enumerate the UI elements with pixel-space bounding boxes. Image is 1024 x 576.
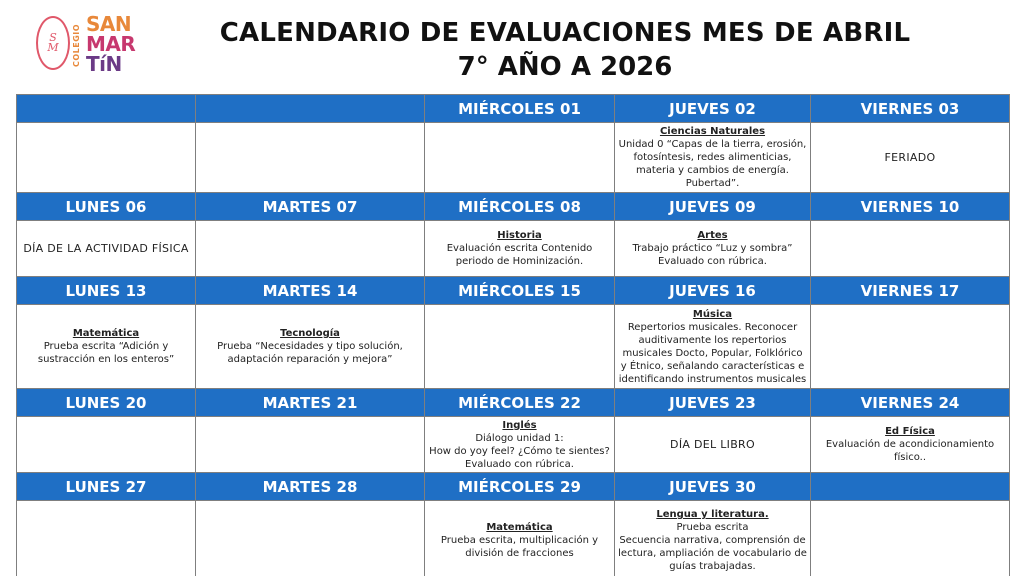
week-content-row [17,417,1010,473]
day-header: MIÉRCOLES 29 [425,473,615,501]
week-content-row [17,305,1010,389]
day-cell [615,123,811,193]
day-cell [425,221,615,277]
day-header: VIERNES 10 [811,193,1010,221]
day-header: MARTES 07 [196,193,425,221]
day-cell [811,417,1010,473]
evaluation-description: Secuencia narrativa, comprensión de lectura, ampliación de vocabulario de guías trabajadas. [618,535,807,572]
day-header: MIÉRCOLES 15 [425,277,615,305]
day-cell [811,305,1010,389]
day-cell [425,305,615,389]
page-subtitle: 7° AÑO A 2026 [457,52,673,82]
day-header: LUNES 13 [17,277,196,305]
subject-label: Matemática [72,328,140,339]
subject-label: Historia [497,230,542,241]
day-header: MARTES 21 [196,389,425,417]
day-header: JUEVES 23 [615,389,811,417]
evaluation-description: Unidad 0 “Capas de la tierra, erosión, fotosíntesis, redes alimenticias, materia y cambios de energía. Pubertad”. [618,139,807,189]
subject-label: Artes [697,230,728,241]
day-cell [425,501,615,576]
logo-seal-icon [36,16,70,70]
day-cell [811,501,1010,576]
day-cell [615,417,811,473]
evaluation-calendar-table [16,94,1010,576]
evaluation-description: Prueba escrita [676,522,749,533]
day-header: LUNES 06 [17,193,196,221]
day-cell [196,305,425,389]
day-cell [17,417,196,473]
week-header-row [17,193,1010,221]
day-header [17,95,196,123]
week-header-row [17,277,1010,305]
calendar-body [17,95,1010,576]
week-header-row [17,95,1010,123]
evaluation-description: FERIADO [884,151,936,164]
day-header: LUNES 20 [17,389,196,417]
day-header: MARTES 28 [196,473,425,501]
day-cell [196,501,425,576]
logo-colegio-text: COLEGIO [72,23,81,67]
seal-letter-s: S [49,31,57,44]
day-header: JUEVES 16 [615,277,811,305]
logo-word-mar: MAR [86,32,136,56]
day-header: MIÉRCOLES 01 [425,95,615,123]
day-cell [196,221,425,277]
subject-label: Tecnología [280,328,340,339]
week-content-row [17,123,1010,193]
evaluation-description: Repertorios musicales. Reconocer auditivamente los repertorios musicales Docto, Popular, Folklórico y Étnico, señalando características e identificando instrumentos musicales [618,321,807,385]
day-cell [17,123,196,193]
evaluation-description: How do yoy feel? ¿Cómo te sientes? [429,445,610,457]
subject-label: Ed Física [885,426,935,437]
day-header: VIERNES 03 [811,95,1010,123]
day-header: JUEVES 02 [615,95,811,123]
day-header [196,95,425,123]
evaluation-description: Prueba escrita, multiplicación y división de fracciones [440,535,599,559]
evaluation-description: DÍA DEL LIBRO [670,438,755,451]
seal-letter-m: M [47,41,59,54]
day-cell [615,305,811,389]
subject-label: Inglés [502,419,537,431]
day-cell [17,221,196,277]
week-content-row [17,221,1010,277]
evaluation-description: Evaluación de acondicionamiento físico.. [825,439,995,463]
day-header: MIÉRCOLES 22 [425,389,615,417]
evaluation-description: DÍA DE LA ACTIVIDAD FÍSICA [23,242,189,255]
day-header: VIERNES 24 [811,389,1010,417]
week-header-row [17,473,1010,501]
logo-word-tin: TíN [86,52,122,76]
day-header: JUEVES 09 [615,193,811,221]
evaluation-description: Trabajo práctico “Luz y sombra” Evaluado con rúbrica. [632,243,793,267]
day-header: JUEVES 30 [615,473,811,501]
day-cell [196,417,425,473]
evaluation-description: Evaluado con rúbrica. [465,458,574,470]
day-cell [196,123,425,193]
evaluation-description: Diálogo unidad 1: [475,432,564,444]
week-header-row [17,389,1010,417]
day-cell [615,501,811,576]
subject-label: Ciencias Naturales [659,126,766,137]
day-cell [615,221,811,277]
day-cell [17,501,196,576]
day-cell [17,305,196,389]
page-title: CALENDARIO DE EVALUACIONES MES DE ABRIL [219,18,911,48]
evaluation-description: Evaluación escrita Contenido periodo de Hominización. [446,243,593,267]
evaluation-description: Prueba escrita “Adición y sustracción en los enteros” [37,341,175,365]
day-cell [811,221,1010,277]
school-logo [36,14,146,78]
logo-word-san: SAN [86,12,132,36]
day-header: VIERNES 17 [811,277,1010,305]
week-content-row [17,501,1010,576]
day-header: MARTES 14 [196,277,425,305]
subject-label: Música [692,308,733,320]
day-cell [425,417,615,473]
day-header: LUNES 27 [17,473,196,501]
subject-label: Lengua y literatura. [656,509,769,520]
day-cell [811,123,1010,193]
evaluation-description: Prueba “Necesidades y tipo solución, adaptación reparación y mejora” [217,341,403,365]
day-header: MIÉRCOLES 08 [425,193,615,221]
day-header [811,473,1010,501]
subject-label: Matemática [486,522,553,533]
day-cell [425,123,615,193]
